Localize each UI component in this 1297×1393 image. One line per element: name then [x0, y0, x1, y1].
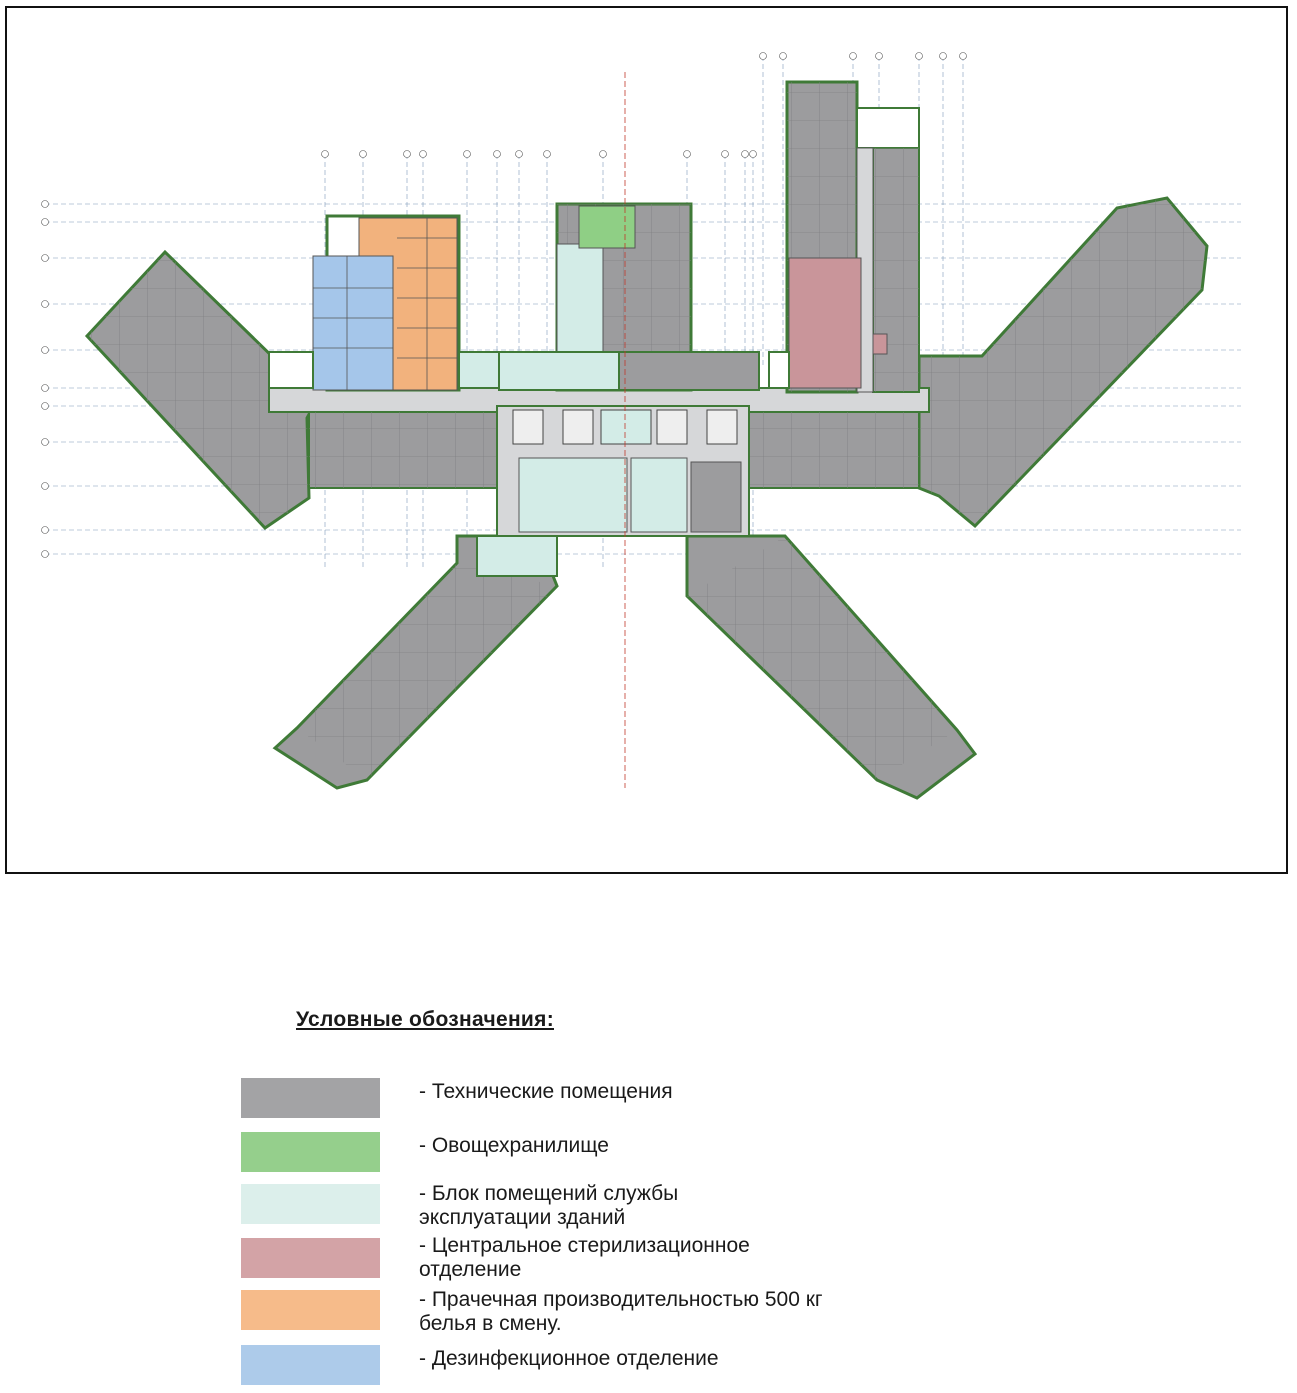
legend-swatch-technical — [241, 1078, 380, 1118]
legend-title: Условные обозначения: — [296, 1008, 554, 1031]
legend-label-disinfection: - Дезинфекционное отделение — [419, 1347, 719, 1370]
legend-item-disinfection — [241, 1345, 1141, 1389]
legend-item-laundry — [241, 1290, 1141, 1334]
legend-swatch-sterilization — [241, 1238, 380, 1278]
legend-item-sterilization — [241, 1234, 1141, 1282]
floor-plan-frame — [5, 6, 1288, 874]
central-corridor — [269, 388, 929, 576]
legend-item-technical — [241, 1078, 1141, 1122]
legend-label-sterilization: - Центральное стерилизационное отделение — [419, 1234, 750, 1281]
legend-label-technical: - Технические помещения — [419, 1080, 673, 1103]
legend-item-maintenance — [241, 1184, 1141, 1228]
maintenance-block — [499, 204, 759, 390]
laundry-block — [269, 216, 499, 390]
legend-label-vegetable-storage: - Овощехранилище — [419, 1134, 609, 1157]
legend-label-laundry: - Прачечная производительностью 500 кг белья в смену. — [419, 1288, 823, 1335]
legend-swatch-maintenance — [241, 1184, 380, 1224]
sterilization-block — [769, 82, 919, 392]
legend-label-maintenance: - Блок помещений службы эксплуатации зданий — [419, 1182, 679, 1229]
legend-swatch-vegetable-storage — [241, 1132, 380, 1172]
legend-swatch-disinfection — [241, 1345, 380, 1385]
legend-item-vegetable-storage — [241, 1132, 1141, 1176]
wing-south-east — [687, 536, 975, 798]
wing-east — [919, 198, 1207, 526]
legend-swatch-laundry — [241, 1290, 380, 1330]
floor-plan — [7, 8, 1288, 874]
